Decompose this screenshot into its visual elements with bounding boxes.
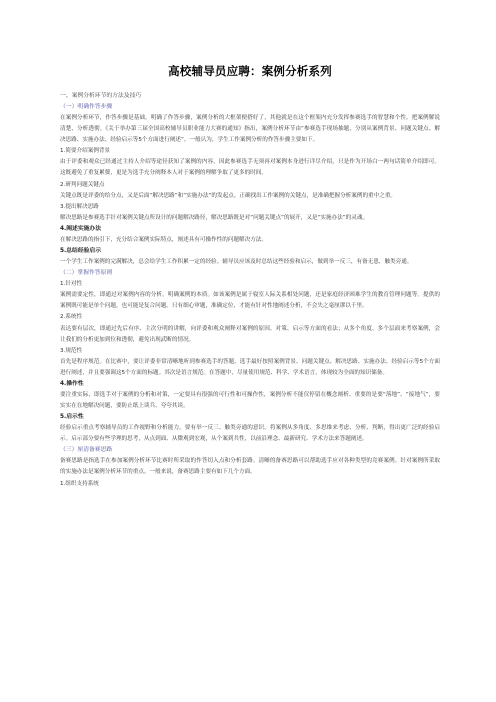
subsection-heading-answer-steps: （一）明确作答步骤 <box>60 104 113 110</box>
step3-body: 解决思路是参赛选手针对案例关键点所设计的问题解决路径，解决思路既是对“问题关键点”的展开，又是“实施办法”的灵魂。 <box>60 214 369 221</box>
step2-body: 关键点既是评委的给分点，又是后面“解决思路”和“实施办法”的发起点。正确找出工作案例的关键点，是准确把握分析案例的重中之重。 <box>60 192 397 199</box>
principle2-body: 表达要有层次，即通过先后有序、主次分明的讲解，向评委和观众阐释对案例的原因、对策、启示等方面的看法；从多个角度、多个层面来考察案例，会让我们的分析更加到位和透彻，避免出现武断的情况。 <box>60 325 440 343</box>
principle5-heading: 5.启示性 <box>60 414 84 421</box>
principle4-heading: 4.操作性 <box>60 380 84 387</box>
principle4-body: 要注重实际，即选手对于案例的分析和对策，一定要具有很强的可行性和可操作性，案例分析不能仅停留在概念阐析、重要的是要“落地”、“接地气”，要实实在在地解决问题，要防止纸上谈兵、夸夸其谈。 <box>60 391 440 410</box>
principle3-body: 首先是程序规范。在比赛中，要让评委非常清晰地听到参赛选手的答题，选手最好按照案例背景、问题关键点、解决思路、实施办法、经验启示等5个方面进行阐述，并且要强调这5个方面的标题。其次是语言规范。在答题中，尽量使用规范、科学、学术语言，体现较为全面的知识储备。 <box>60 358 440 376</box>
principle2-heading: 2.系统性 <box>60 314 83 321</box>
step5-heading: 5.总结经验启示 <box>60 248 102 255</box>
intro-paragraph: 在案例分析环节，作答步骤是基础。明确了作答步骤，案例分析的大框架便搭好了，其他就是在这个框架内充分发挥参赛选手的智慧和个性。把案例解说清楚、分析透彻。《关于举办第三届全国高校辅导员职业能力大赛的通知》指出，案例分析环节由“参赛选手现场抽题，分别从案例背景、问题关键点、解决思路、实施办法、经验启示等5个方面进行阐述”。一般认为，学生工作案例分析的作答步骤主要如下。 <box>60 115 440 144</box>
step3-heading: 3.提出解决思路 <box>60 203 99 210</box>
step2-heading: 2.研判问题关键点 <box>60 181 105 188</box>
step1-heading: 1.简要介绍案例背景 <box>60 148 111 155</box>
principle5-body: 经验启示重点考察辅导员的工作视野和分析能力，要有举一反三、触类旁通的意识。将案例从多角度、多思维来考虑、分析、判断，得出更广泛的经验启示。启示部分要有些学理的思考，从点到面、从微观到宏观，从个案到共性，以前沿理念、最新研究、学术方法来答题阐述。 <box>60 425 440 443</box>
document-title: 高校辅导员应聘：案例分析系列 <box>168 64 332 78</box>
step4-heading: 4.阐述实施办法 <box>60 225 102 232</box>
principle1-body: 案例需要定性，即通过对案例内容的分析，明确案例的本质。如该案例是属于寝室人际关系相处问题，还是家庭经济困难学生的教育管理问题等。提供的案例既可能是单个问题，也可能是复合问题。只有细心审题，准确定位，才能有针对性地阐述分析，不会失之毫厘谬以千里。 <box>60 292 440 310</box>
step1-body: 由于评委和观众已经通过主持人介绍等途径获知了案例的内容，因此参赛选手无须再对案例本身进行详尽介绍，只是作为开场白一两句话简单介绍即可。这既避免了重复累赘，更是为选手充分阐释本人对于案例的理解争取了更多的时间。 <box>60 159 440 177</box>
subsection-heading-preparation: （三）厘清备赛思路 <box>60 447 113 454</box>
step5-body: 一个学生工作案例的完满解决，总会给学生工作积累一定的经验。辅导员应该及时总结这些经验和启示，做到举一反三，有备无患，触类旁通。 <box>60 259 413 266</box>
preparation-body: 备赛思路是指选手在参加案例分析环节比赛时所采取的作答切入点和分析套路。清晰的备赛思路可以帮助选手应对各种类型的竞赛案例。针对案例所采取的实施办法是案例分析环节的重点。一般来说，备赛思路主要有如下几个方面。 <box>60 458 440 476</box>
document-page <box>60 64 440 490</box>
step4-body: 在解决思路的指引下，充分结合案例实际特点，阐述具有可操作性的问题解决方法。 <box>60 236 267 243</box>
subsection-heading-principles: （二）掌握作答原则 <box>60 270 113 277</box>
principle3-heading: 3.规范性 <box>60 347 83 354</box>
section-heading-1: 一、案例分析环节的方法及技巧 <box>60 93 142 99</box>
preparation-item1-heading: 1.组织支持系统 <box>60 480 99 487</box>
principle1-heading: 1.针对性 <box>60 281 83 288</box>
